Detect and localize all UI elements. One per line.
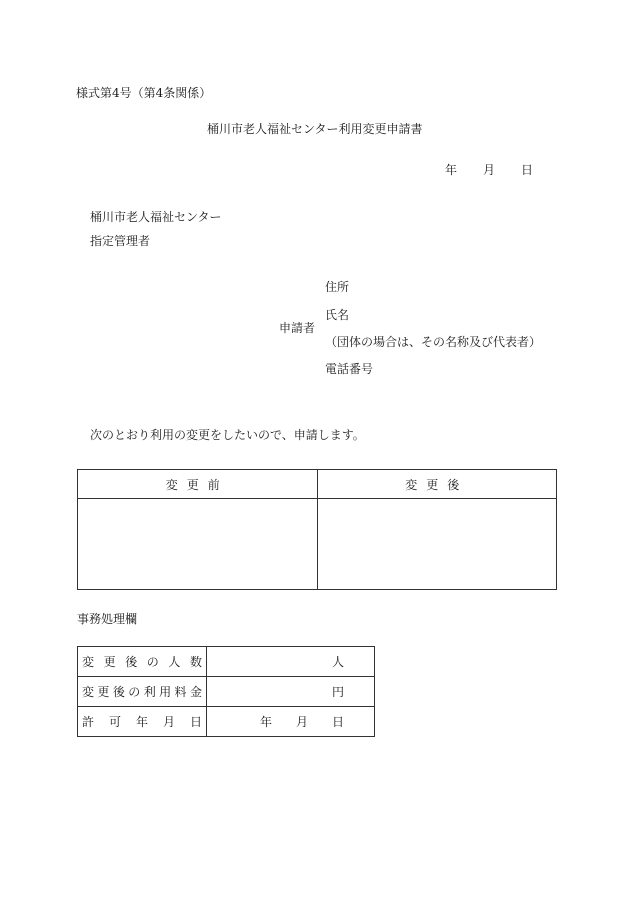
- applicant-group-note: （団体の場合は、その名称及び代表者）: [325, 335, 542, 349]
- before-change-field[interactable]: [78, 499, 318, 590]
- request-statement: 次のとおり利用の変更をしたいので、申請します。: [90, 428, 365, 442]
- addressee-facility: 桶川市老人福祉センター: [90, 210, 222, 224]
- date-year-label: 年: [445, 163, 458, 177]
- application-date: [445, 163, 533, 177]
- applicant-address-label: 住所: [325, 280, 350, 294]
- changed-headcount-label: 変更後の人数: [82, 655, 202, 669]
- approval-date-label: 許可年月日: [82, 715, 202, 729]
- addressee-manager: 指定管理者: [90, 234, 151, 248]
- approval-date-field[interactable]: [207, 707, 375, 737]
- changed-fee-field[interactable]: [207, 677, 375, 707]
- before-change-header: 変更前: [78, 470, 318, 499]
- changed-fee-label: 変更後の利用料金: [82, 685, 202, 699]
- date-day-label: 日: [521, 163, 534, 177]
- changed-headcount-field[interactable]: [207, 647, 375, 677]
- table-row: [78, 647, 375, 677]
- change-table: [77, 469, 557, 590]
- document-title: 桶川市老人福祉センター利用変更申請書: [207, 122, 423, 136]
- applicant-label: 申請者: [279, 321, 316, 335]
- form-number: 様式第4号（第4条関係）: [76, 86, 212, 100]
- approval-year-label: 年: [259, 715, 272, 729]
- after-change-header: 変更後: [317, 470, 557, 499]
- fee-unit: 円: [331, 685, 344, 699]
- approval-month-label: 月: [295, 715, 308, 729]
- applicant-name-label: 氏名: [325, 308, 350, 322]
- table-row: [78, 677, 375, 707]
- after-change-field[interactable]: [317, 499, 557, 590]
- table-row: [78, 707, 375, 737]
- office-use-table: [77, 646, 375, 737]
- headcount-unit: 人: [331, 655, 344, 669]
- applicant-phone-label: 電話番号: [325, 362, 374, 376]
- approval-day-label: 日: [331, 715, 344, 729]
- date-month-label: 月: [483, 163, 496, 177]
- office-use-heading: 事務処理欄: [77, 612, 138, 626]
